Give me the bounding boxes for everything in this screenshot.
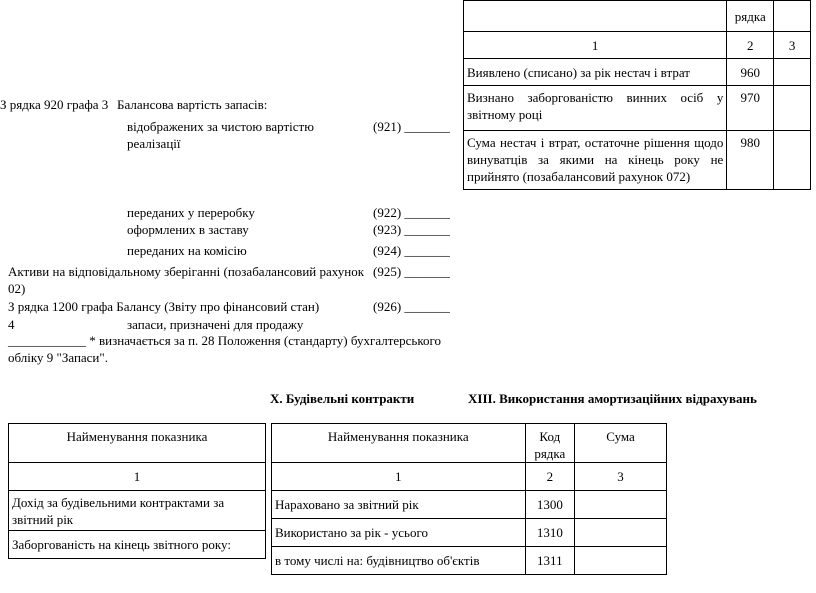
item-label-922: переданих у переробку — [127, 205, 255, 220]
losses-header-col1 — [464, 1, 727, 32]
losses-num-2: 2 — [727, 32, 774, 59]
section-x-title: X. Будівельні контракти — [270, 391, 415, 406]
am-num-1: 1 — [272, 463, 526, 491]
losses-num-3: 3 — [774, 32, 811, 59]
section-xiii-title: XIII. Використання амортизаційних відрахувань — [468, 391, 757, 406]
am-num-2: 2 — [525, 463, 575, 491]
cc-num: 1 — [9, 463, 266, 491]
assets-code: (925) _______ — [373, 264, 450, 279]
item-label-924: переданих на комісію — [127, 243, 247, 258]
ref-column-number: 4 — [8, 317, 15, 332]
am-header-name: Найменування показника — [272, 424, 526, 463]
amortization-table — [271, 423, 667, 575]
item-label-921: відображених за чистою вартістю реалізації — [127, 119, 314, 151]
cc-header-name: Найменування показника — [9, 424, 266, 463]
losses-row-code: 980 — [727, 131, 774, 190]
am-row-label: Використано за рік - усього — [272, 519, 526, 547]
held-for-sale-label: запаси, призначені для продажу — [127, 317, 304, 332]
am-row-code: 1311 — [525, 547, 575, 575]
am-header-code: Код рядка — [525, 424, 575, 463]
item-code-921: (921) _______ — [373, 119, 450, 134]
footnote: ____________ * визначається за п. 28 Положення (стандарту) бухгалтерського обліку 9 "Запаси". — [8, 333, 442, 365]
losses-row-value — [774, 131, 811, 190]
losses-row-label: Виявлено (списано) за рік нестач і втрат — [464, 59, 727, 86]
am-row-code: 1310 — [525, 519, 575, 547]
losses-row-value — [774, 59, 811, 86]
losses-table — [463, 0, 811, 190]
am-row-value — [575, 547, 667, 575]
am-row-value — [575, 491, 667, 519]
losses-row-code: 970 — [727, 86, 774, 131]
losses-header-code: рядка — [727, 1, 774, 32]
losses-row-label: Визнано заборгованістю винних осіб у звітному році — [464, 86, 727, 131]
am-row-label: в тому числі на: будівництво об'єктів — [272, 547, 526, 575]
inventory-heading: Балансова вартість запасів: — [117, 97, 268, 112]
losses-row-label: Сума нестач і втрат, остаточне рішення щодо винуватців за якими на кінець року не прийнято (позабалансовий рахунок 072) — [464, 131, 727, 190]
construction-contracts-table — [8, 423, 266, 559]
am-header-sum: Сума — [575, 424, 667, 463]
am-num-3: 3 — [575, 463, 667, 491]
item-code-923: (923) _______ — [373, 222, 450, 237]
losses-row-code: 960 — [727, 59, 774, 86]
item-label-923: оформлених в заставу — [127, 222, 249, 237]
cc-row-label: Заборгованість на кінець звітного року: — [9, 531, 266, 559]
cc-row-label: Дохід за будівельними контрактами за звітний рік — [9, 491, 266, 531]
losses-header-col3 — [774, 1, 811, 32]
losses-row-value — [774, 86, 811, 131]
am-row-code: 1300 — [525, 491, 575, 519]
ref-row-920: З рядка 920 графа 3 — [0, 97, 109, 112]
item-code-924: (924) _______ — [373, 243, 450, 258]
losses-num-1: 1 — [464, 32, 727, 59]
ref-code-926: (926) _______ — [373, 299, 450, 314]
assets-label: Активи на відповідальному зберіганні (позабалансовий рахунок 02) — [8, 264, 365, 296]
am-row-value — [575, 519, 667, 547]
ref-row-1200: З рядка 1200 графа Балансу (Звіту про фінансовий стан) — [8, 299, 320, 314]
am-row-label: Нараховано за звітний рік — [272, 491, 526, 519]
item-code-922: (922) _______ — [373, 205, 450, 220]
